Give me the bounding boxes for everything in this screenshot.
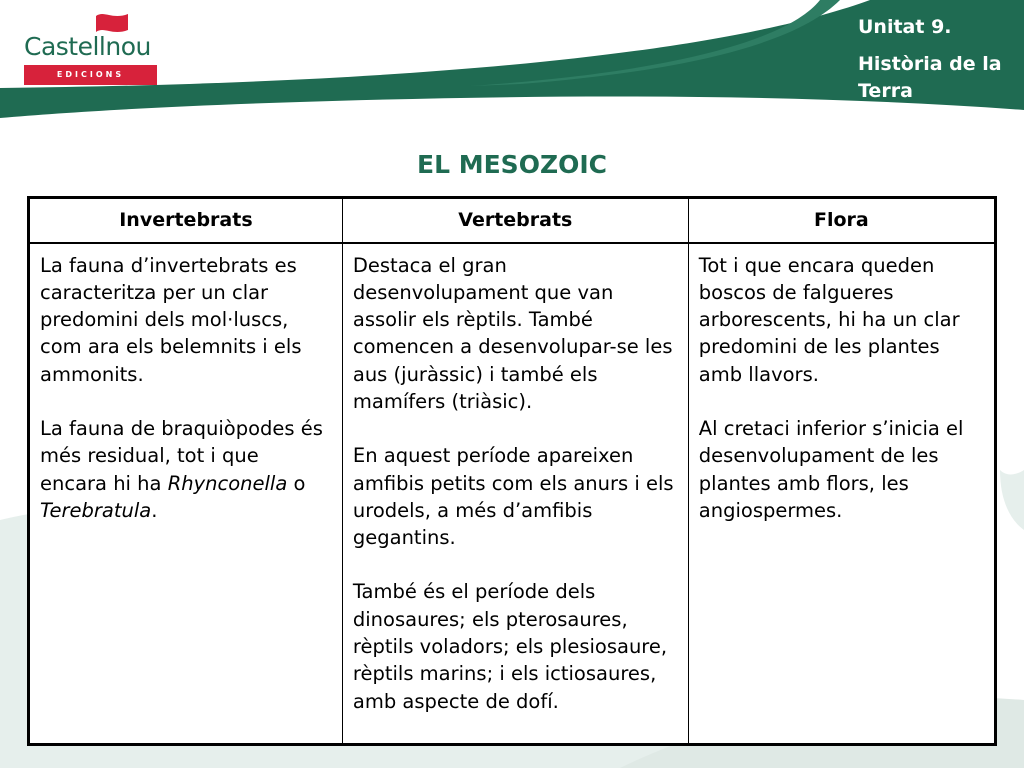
header-vertebrats: Vertebrats (342, 198, 688, 243)
invertebrats-paragraph-1: La fauna d’invertebrats es caracteritza per un clar predomini dels mol·luscs, com ara els belemnits i els ammonits. (40, 253, 302, 386)
header-flora: Flora (688, 198, 995, 243)
logo-sub: EDICIONS (24, 65, 157, 85)
invertebrats-paragraph-2 (40, 415, 332, 524)
vertebrats-paragraph-3: També és el període dels dinosaures; els pterosaures, rèptils voladors; els plesiosaure, rèptils marins; i els ictiosaures, amb aspecte de dofí. (352, 580, 668, 713)
unit-label: Unitat 9. (858, 16, 952, 38)
cell-invertebrats (29, 243, 343, 745)
cell-flora (688, 243, 995, 745)
vertebrats-paragraph-2: En aquest període apareixen amfibis petits com els anurs i els urodels, a més d’amfibis gegantins. (352, 444, 674, 550)
invertebrats-p2-text-a: La fauna de braquiòpodes és més residual, tot i que encara hi ha (40, 416, 323, 495)
table-header-row (29, 198, 996, 243)
flora-paragraph-2: Al cretaci inferior s’inicia el desenvolupament de les plantes amb flors, les angiospermes. (698, 416, 964, 522)
taxon-rhynconella: Rhynconella (167, 471, 288, 495)
mesozoic-table (27, 196, 997, 746)
table-row (29, 243, 996, 745)
unit-subtitle: Història de la Terra (858, 53, 1002, 102)
page-title: EL MESOZOIC (417, 150, 607, 179)
invertebrats-p2-text-b: o (287, 471, 306, 495)
invertebrats-p2-text-c: . (151, 498, 158, 522)
cell-vertebrats (342, 243, 688, 745)
header-invertebrats: Invertebrats (29, 198, 343, 243)
castellnou-logo (24, 10, 160, 78)
taxon-terebratula: Terebratula (40, 498, 152, 522)
flora-paragraph-1: Tot i que encara queden boscos de falgueres arborescents, hi ha un clar predomini de les plantes amb llavors. (698, 253, 960, 386)
unit-heading (858, 14, 1018, 105)
vertebrats-paragraph-1: Destaca el gran desenvolupament que van assolir els rèptils. També comencen a desenvolupar-se les aus (juràssic) i també els mamífers (triàsic). (352, 253, 673, 413)
logo-name: Castellnou (24, 32, 151, 61)
